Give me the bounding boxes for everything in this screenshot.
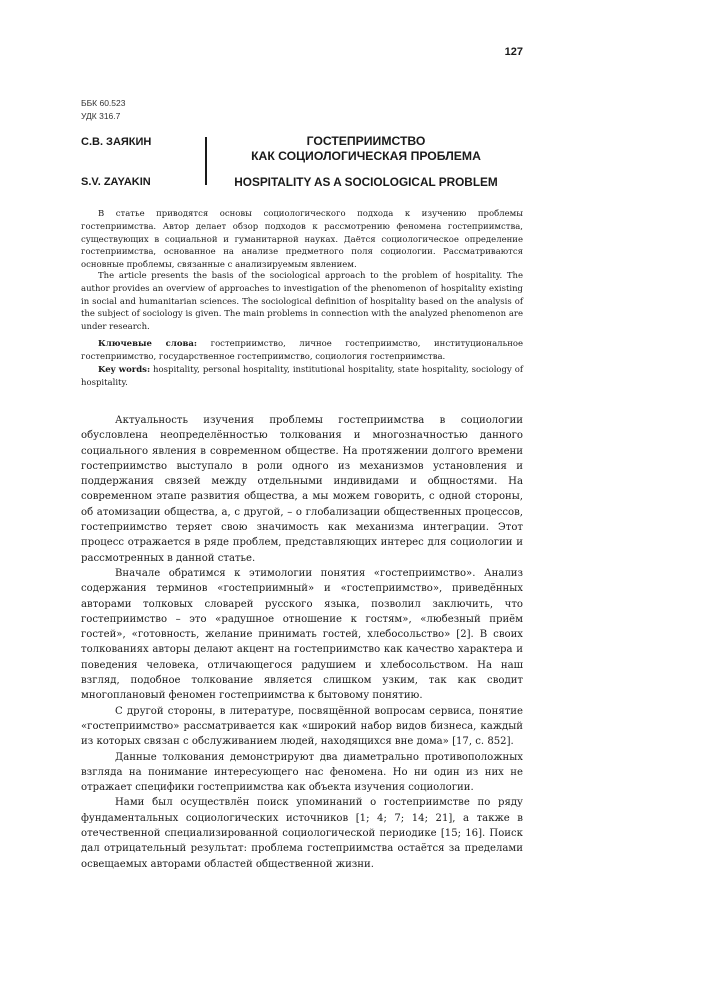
classification-codes bbox=[81, 97, 125, 123]
page-number: 127 bbox=[504, 46, 523, 58]
body-paragraph-1: Актуальность изучения проблемы гостеприимства в социологии обусловлена неопределённостью толкования и многозначностью данного социального явления в современном обществе. На протяжении долгого времени гостеприимство выступало в роли одного из механизмов установления и поддержания связей между отдельными индивидами и общностями. На современном этапе развития общества, а мы можем говорить, с одной стороны, об атомизации общества, а, с другой, – о глобализации общественных процессов, гостеприимство теряет свою значимость как механизма интеграции. Этот процесс отражается в ряде проблем, представляющих интерес для социологии и рассмотренных в данной статье. bbox=[81, 415, 523, 564]
keywords-en-text: hospitality, personal hospitality, institutional hospitality, state hospitality, sociology of hospitality. bbox=[81, 365, 523, 388]
title-ru-line-1: ГОСТЕПРИИМСТВО bbox=[306, 134, 426, 148]
body-paragraph-2: Вначале обратимся к этимологии понятия «гостеприимство». Анализ содержания терминов «гостеприимный» и «гостеприимство», приведённых авторами толковых словарей русского языка, позволил заключить, что гостеприимство – это «радушное отношение к гостям», «любезный приём гостей», «готовность, желание принимать гостей, хлебосольство» [2]. В своих толкованиях авторы делают акцент на гостеприимство как качество характера и поведения человека, отличающегося радушием и хлебосольством. На наш взгляд, подобное толкование является слишком узким, так как сводит многоплановый феномен гостеприимства к бытовому понятию. bbox=[81, 567, 523, 702]
title-divider bbox=[205, 137, 207, 185]
title-en: HOSPITALITY AS A SOCIOLOGICAL PROBLEM bbox=[234, 175, 498, 189]
bbk-code: ББК 60.523 bbox=[81, 98, 126, 108]
keywords-ru bbox=[81, 338, 523, 364]
keywords-en bbox=[81, 364, 523, 390]
author-ru: С.В. ЗАЯКИН bbox=[81, 136, 152, 148]
keywords-ru-text: гостеприимство, личное гостеприимство, институциональное гостеприимство, государственное гостеприимство, социология гостеприимства. bbox=[81, 339, 524, 362]
udk-code: УДК 316.7 bbox=[81, 111, 121, 121]
abstract-en: The article presents the basis of the sociological approach to the problem of hospitality. The author provides an overview of approaches to investigation of the phenomenon of hospitality existing in social and humanitarian sciences. The sociological definition of hospitality based on the analysis of the subject of sociology is given. The main problems in connection with the analyzed phenomenon are under research. bbox=[81, 271, 523, 333]
keywords-ru-label: Ключевые слова: bbox=[98, 339, 198, 349]
title-ru bbox=[210, 134, 522, 164]
keywords-en-label: Key words: bbox=[98, 365, 151, 375]
abstract-ru: В статье приводятся основы социологического подхода к изучению проблемы гостеприимства. Автор делает обзор подходов к рассмотрению феномена гостеприимства, существующих в социальной и гуманитарной науках. Даётся социологическое определение гостеприимства, основанное на анализе предметного поля социологии. Рассматриваются основные проблемы, связанные с анализируемым явлением. bbox=[81, 209, 523, 271]
article-body bbox=[81, 413, 523, 872]
author-en: S.V. ZAYAKIN bbox=[81, 176, 151, 188]
title-ru-line-2: КАК СОЦИОЛОГИЧЕСКАЯ ПРОБЛЕМА bbox=[251, 149, 481, 163]
body-paragraph-5: Нами был осуществлён поиск упоминаний о гостеприимстве по ряду фундаментальных социологических источников [1; 4; 7; 14; 21], а также в отечественной специализированной социологической периодике [15; 16]. Поиск дал отрицательный результат: проблема гостеприимства остаётся за пределами освещаемых авторами областей общественной жизни. bbox=[81, 797, 523, 870]
body-paragraph-4: Данные толкования демонстрируют два диаметрально противоположных взгляда на понимание интересующего нас феномена. Но ни один из них не отражает специфики гостеприимства как объекта изучения социологии. bbox=[81, 751, 523, 794]
body-paragraph-3: С другой стороны, в литературе, посвящённой вопросам сервиса, понятие «гостеприимство» рассматривается как «широкий набор видов бизнеса, каждый из которых связан с обслуживанием людей, находящихся вне дома» [17, с. 852]. bbox=[81, 705, 523, 748]
